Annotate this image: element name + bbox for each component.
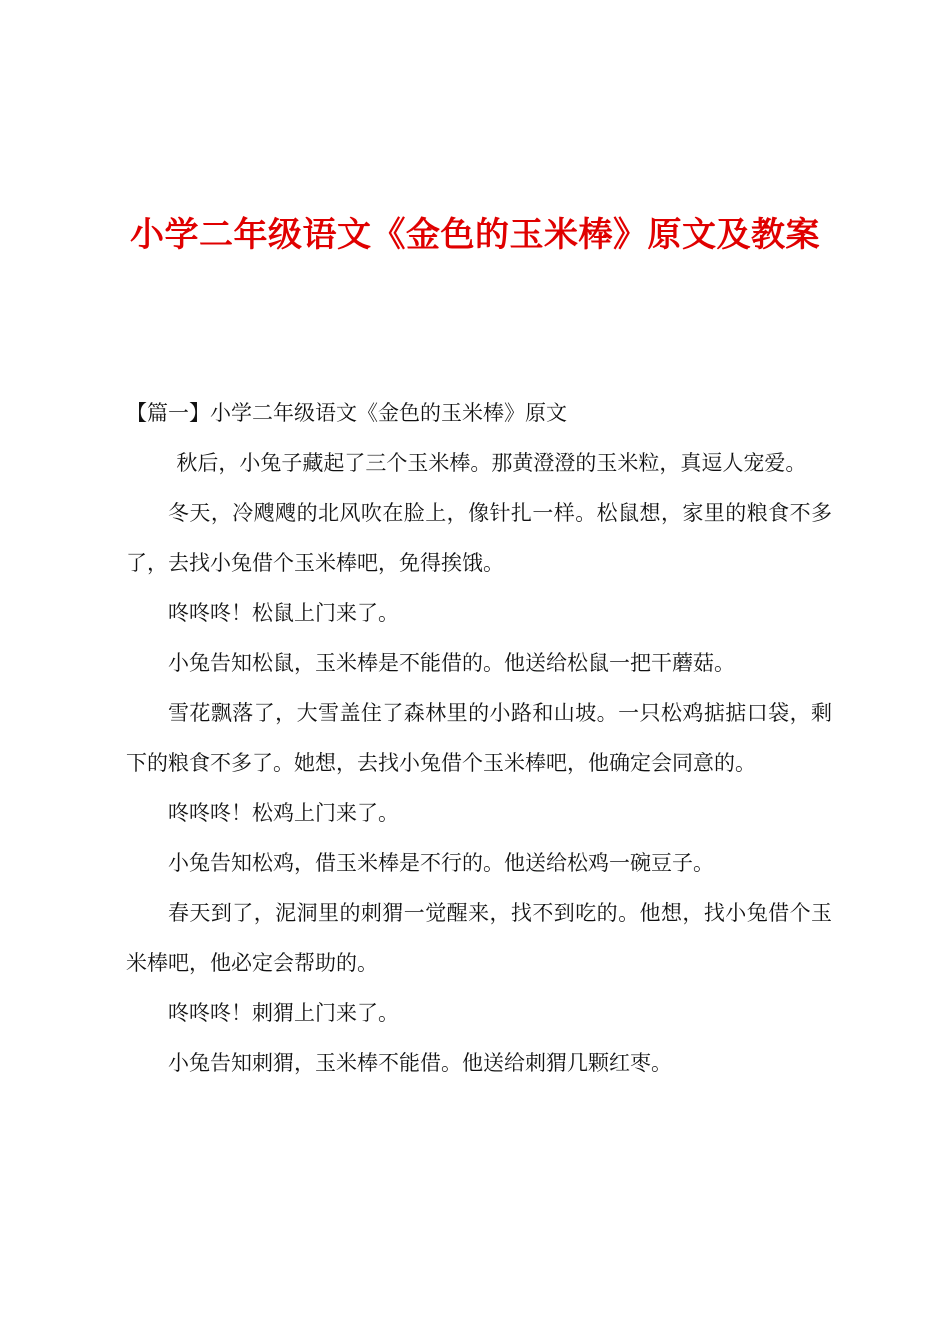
paragraph: 小兔告知松鸡，借玉米棒是不行的。他送给松鸡一碗豆子。 [168, 851, 714, 875]
document-title: 小学二年级语文《金色的玉米棒》原文及教案 [130, 215, 820, 255]
section-heading: 【篇一】小学二年级语文《金色的玉米棒》原文 [126, 401, 567, 425]
paragraph: 春天到了，泥洞里的刺猬一觉醒来，找不到吃的。他想，找小兔借个玉米棒吧，他必定会帮助的。 [126, 901, 832, 975]
paragraph: 雪花飘落了，大雪盖住了森林里的小路和山坡。一只松鸡掂掂口袋，剩下的粮食不多了。她想，去找小兔借个玉米棒吧，他确定会同意的。 [126, 701, 832, 775]
paragraph: 咚咚咚！松鸡上门来了。 [168, 801, 399, 825]
paragraph: 冬天，冷飕飕的北风吹在脸上，像针扎一样。松鼠想，家里的粮食不多了，去找小兔借个玉米棒吧，免得挨饿。 [126, 501, 832, 575]
paragraph: 咚咚咚！刺猬上门来了。 [168, 1001, 399, 1025]
document-body [126, 388, 832, 1088]
paragraph: 咚咚咚！松鼠上门来了。 [168, 601, 399, 625]
paragraph: 小兔告知刺猬，玉米棒不能借。他送给刺猬几颗红枣。 [168, 1051, 672, 1075]
paragraph: 小兔告知松鼠，玉米棒是不能借的。他送给松鼠一把干蘑菇。 [168, 651, 735, 675]
paragraph: 秋后，小兔子藏起了三个玉米棒。那黄澄澄的玉米粒，真逗人宠爱。 [176, 451, 807, 475]
